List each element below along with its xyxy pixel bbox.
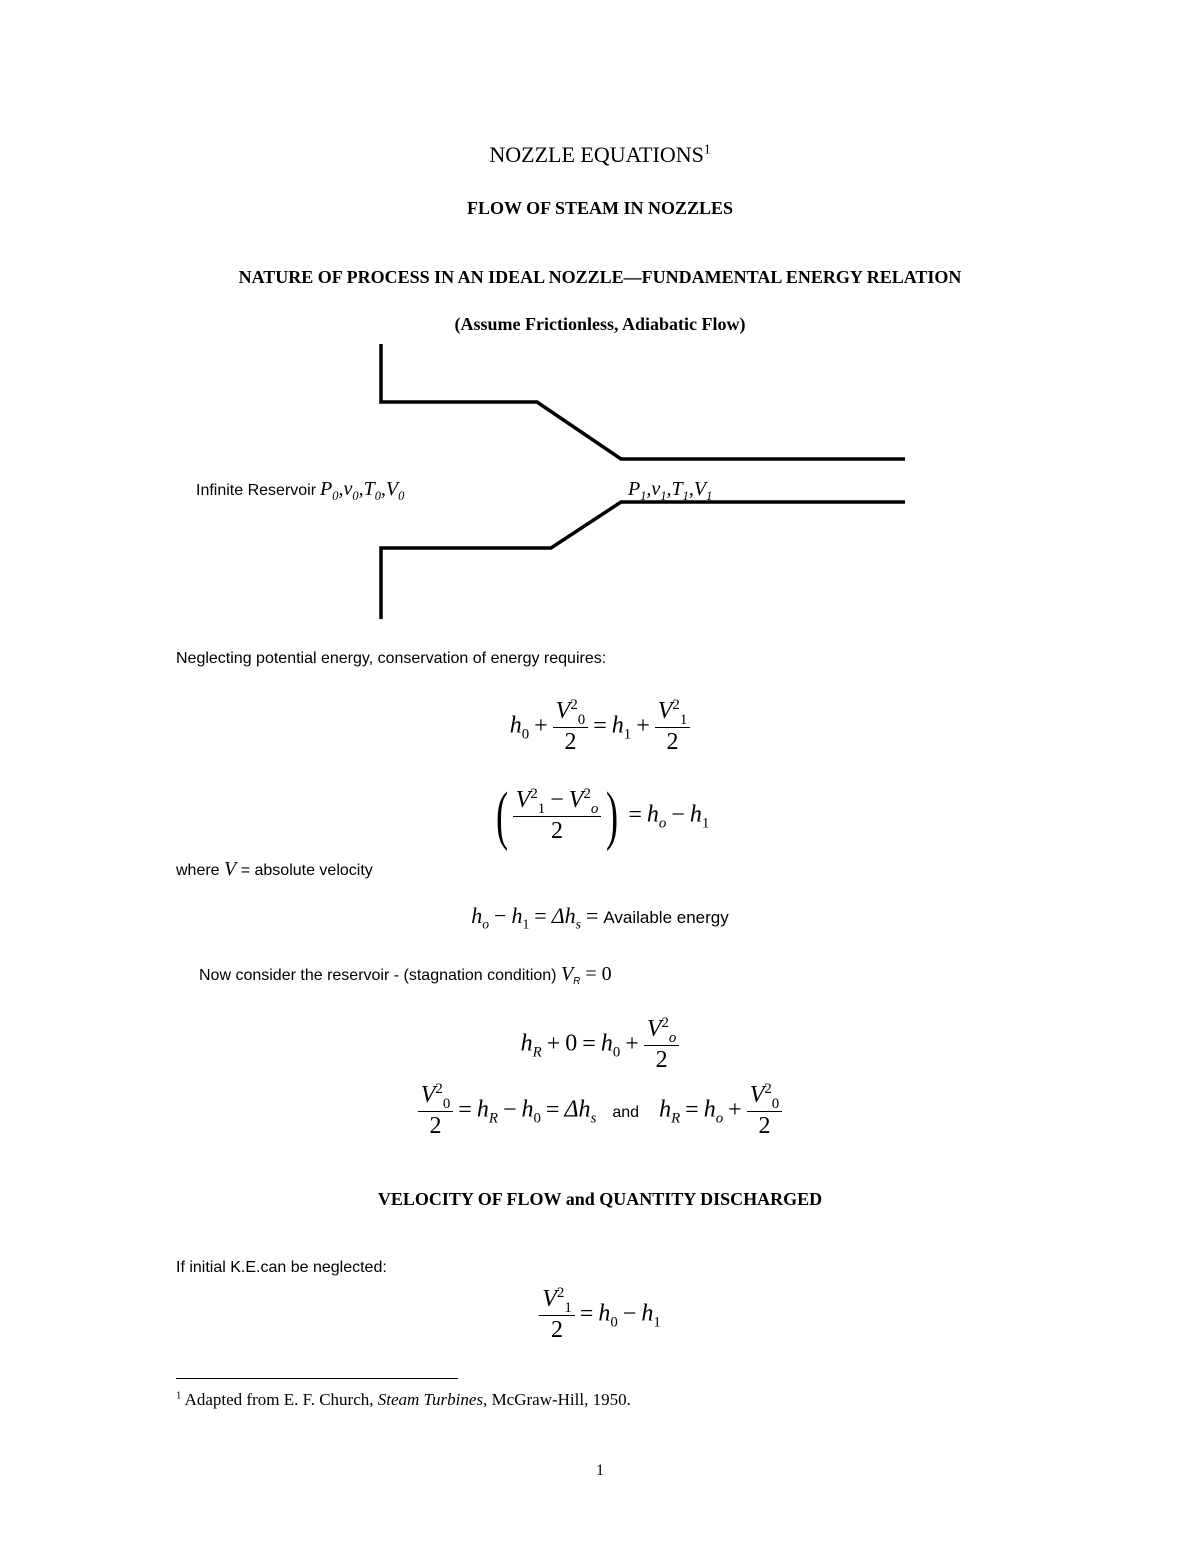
equation-exit-velocity: $\frac{V^2_1}{2}$ = $h_0 - h_1$ bbox=[0, 1286, 1200, 1344]
page-title: NOZZLE EQUATIONS$^1$ bbox=[489, 141, 711, 167]
equation-available-energy: $h_o - h_1 = \Delta h_s$ = Available energy bbox=[471, 903, 729, 932]
section-heading-nature: NATURE OF PROCESS IN AN IDEAL NOZZLE—FUNDAMENTAL ENERGY RELATION bbox=[238, 267, 962, 287]
nozzle-upper-wall bbox=[381, 344, 905, 459]
equation-energy-balance: $h_0$ + $\frac{V^2_0}{2}$ = $h_1$ + $\frac{V^2_1}{2}$ bbox=[0, 698, 1200, 756]
reservoir-stagnation-text: Now consider the reservoir - (stagnation condition) $V_R = 0$ bbox=[199, 963, 612, 988]
footnote-ref: 1 bbox=[703, 141, 711, 157]
footnote: $^1$ Adapted from E. F. Church, Steam Turbines, McGraw-Hill, 1950. bbox=[176, 1390, 631, 1409]
reservoir-label: Infinite Reservoir bbox=[196, 482, 317, 499]
text-if-neglected: If initial K.E.can be neglected: bbox=[176, 1259, 387, 1276]
nozzle-diagram bbox=[0, 0, 1200, 640]
inlet-state: $P_0,v_0,T_0,V_0$ bbox=[320, 478, 405, 503]
nozzle-lower-wall bbox=[381, 502, 905, 619]
reservoir-label-group bbox=[196, 478, 404, 501]
equation-kinetic-energy: ( $\frac{V^2_1 - V^2_o}{2}$ ) = $h_o - h_1$ bbox=[495, 779, 710, 852]
equation-stagnation-relations: $\frac{V^2_0}{2}$ = $h_R - h_0 = \Delta h_s$ and $h_R = h_o$ + $\frac{V^2_0}{2}$ bbox=[0, 1082, 1200, 1140]
where-velocity-definition: where V = absolute velocity bbox=[176, 858, 373, 880]
section-heading-velocity: VELOCITY OF FLOW and QUANTITY DISCHARGED bbox=[377, 1189, 823, 1209]
text-neglecting: Neglecting potential energy, conservation of energy requires: bbox=[176, 650, 607, 667]
equation-stagnation-enthalpy: $h_R + 0 = h_0$ + $\frac{V^2_o}{2}$ bbox=[0, 1016, 1200, 1074]
page-number: 1 bbox=[596, 1462, 604, 1479]
subtitle: FLOW OF STEAM IN NOZZLES bbox=[466, 198, 734, 218]
outlet-state: $P_1,v_1,T_1,V_1$ bbox=[628, 478, 713, 503]
footnote-rule bbox=[176, 1378, 458, 1379]
assumption-note: (Assume Frictionless, Adiabatic Flow) bbox=[454, 314, 746, 334]
